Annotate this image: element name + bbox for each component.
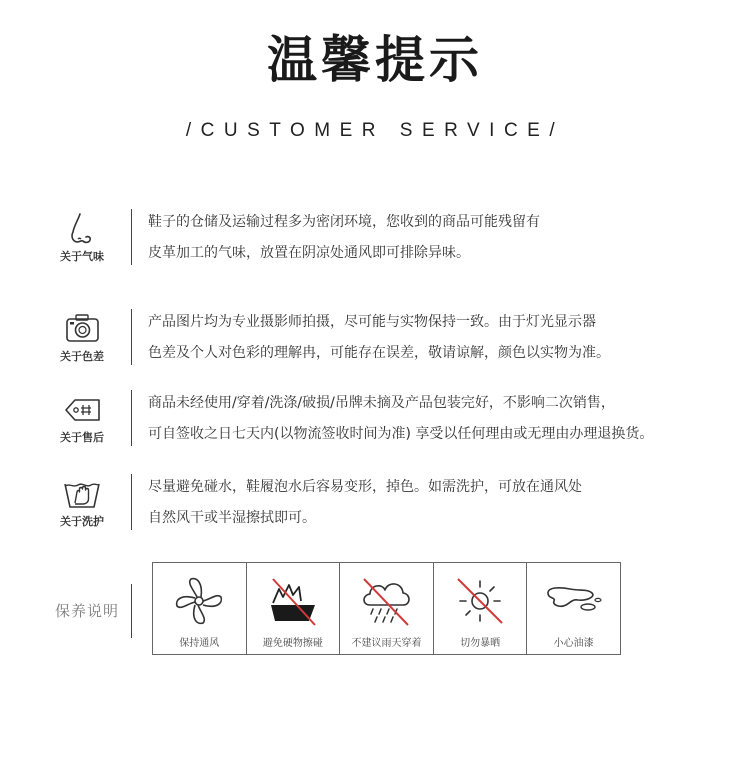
- care-item-ventilation: [153, 563, 247, 654]
- divider: [131, 309, 132, 365]
- no-hard-objects-icon: [265, 573, 321, 629]
- tip-text-line: 自然风干或半湿擦拭即可。: [148, 510, 316, 526]
- care-caption: 保持通风: [179, 638, 220, 649]
- divider: [131, 209, 132, 265]
- oil-stain-icon: [542, 573, 606, 629]
- camera-icon: [62, 312, 102, 346]
- care-item-oil-paint: [527, 563, 620, 654]
- page-title: 温馨提示: [267, 31, 483, 89]
- tip-text-line: 商品未经使用/穿着/洗涤/破损/吊牌未摘及产品包装完好，不影响二次销售，: [148, 395, 615, 411]
- price-tag-icon: [62, 393, 102, 427]
- tip-smell: [0, 212, 750, 268]
- no-rain-icon: [358, 573, 414, 629]
- tip-after-sales: [0, 393, 750, 449]
- tip-label: 关于洗护: [60, 515, 104, 528]
- care-caption: 不建议雨天穿着: [351, 638, 422, 649]
- divider: [131, 474, 132, 530]
- care-icons-panel: [152, 562, 621, 655]
- care-item-rain: [340, 563, 434, 654]
- tip-text-line: 产品图片均为专业摄影师拍摄，尽可能与实物保持一致。由于灯光显示器: [148, 314, 596, 330]
- tip-text-line: 鞋子的仓储及运输过程多为密闭环境，您收到的商品可能残留有: [148, 214, 540, 230]
- page-subtitle: /CUSTOMER SERVICE/: [185, 120, 565, 141]
- care-caption: 切勿暴晒: [460, 638, 501, 649]
- care-item-hard-objects: [247, 563, 341, 654]
- tip-wash-care: [0, 477, 750, 533]
- care-section-label: 保养说明: [55, 602, 120, 620]
- care-item-sun: [434, 563, 528, 654]
- nose-icon: [62, 212, 102, 246]
- divider: [131, 584, 132, 638]
- tip-color: [0, 312, 750, 368]
- tip-label: 关于色差: [60, 350, 104, 363]
- fan-icon: [171, 573, 227, 629]
- tip-text-line: 尽量避免碰水，鞋履泡水后容易变形，掉色。如需洗护，可放在通风处: [148, 479, 582, 495]
- hand-wash-icon: [62, 477, 102, 511]
- tip-text-line: 皮革加工的气味，放置在阴凉处通风即可排除异味。: [148, 245, 470, 261]
- tip-label: 关于售后: [60, 431, 104, 444]
- care-caption: 避免硬物擦碰: [262, 638, 323, 649]
- tip-text-line: 可自签收之日七天内(以物流签收时间为准) 享受以任何理由或无理由办理退换货。: [148, 426, 654, 442]
- tip-text-line: 色差及个人对色彩的理解冉，可能存在误差，敬请谅解，颜色以实物为准。: [148, 345, 610, 361]
- care-caption: 小心油漆: [553, 638, 594, 649]
- divider: [131, 390, 132, 446]
- no-sun-icon: [452, 573, 508, 629]
- tip-label: 关于气味: [60, 250, 104, 263]
